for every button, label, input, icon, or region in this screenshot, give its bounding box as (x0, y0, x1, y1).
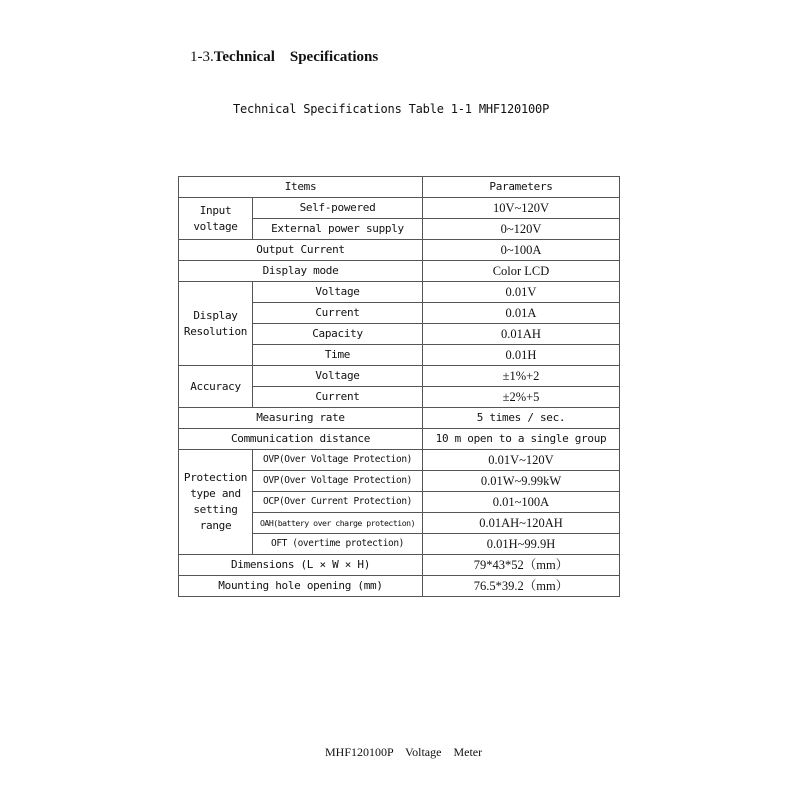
row-value: 79*43*52（mm） (423, 555, 620, 576)
table-row (179, 576, 620, 597)
row-value: 0.01~100A (423, 492, 620, 513)
group-accuracy: Accuracy (179, 366, 253, 408)
row-value: 0~120V (423, 219, 620, 240)
row-value: 0.01H~99.9H (423, 534, 620, 555)
row-value: 0.01V (423, 282, 620, 303)
header-parameters: Parameters (423, 177, 620, 198)
row-value: ±1%+2 (423, 366, 620, 387)
table-row (179, 555, 620, 576)
row-item: External power supply (253, 219, 423, 240)
group-display-resolution: Display Resolution (179, 282, 253, 366)
row-item: Self-powered (253, 198, 423, 219)
row-value: 0.01V~120V (423, 450, 620, 471)
row-value: 10 m open to a single group (423, 429, 620, 450)
row-item: Output Current (179, 240, 423, 261)
table-row (179, 408, 620, 429)
row-item: Current (253, 303, 423, 324)
table-header-row (179, 177, 620, 198)
header-items: Items (179, 177, 423, 198)
table-row (179, 366, 620, 387)
row-value: ±2%+5 (423, 387, 620, 408)
page-footer: MHF120100P Voltage Meter (325, 745, 483, 759)
section-title: Technical Specifications (213, 49, 379, 65)
table-row (179, 450, 620, 471)
group-input-voltage: Input voltage (179, 198, 253, 240)
table-row (179, 198, 620, 219)
table-caption: Technical Specifications Table 1-1 MHF120100P (233, 102, 550, 116)
row-item: Dimensions (L × W × H) (179, 555, 423, 576)
row-value: 5 times / sec. (423, 408, 620, 429)
row-value: 76.5*39.2（mm） (423, 576, 620, 597)
row-value: 10V~120V (423, 198, 620, 219)
row-item: Voltage (253, 282, 423, 303)
row-item: Mounting hole opening (mm) (179, 576, 423, 597)
row-item: Capacity (253, 324, 423, 345)
row-item: OAH(battery over charge protection) (253, 513, 423, 534)
table-row (179, 282, 620, 303)
row-value: 0.01AH (423, 324, 620, 345)
row-value: Color LCD (423, 261, 620, 282)
row-item: OCP(Over Current Protection) (253, 492, 423, 513)
group-protection: Protection type and setting range (179, 450, 253, 555)
row-item: Current (253, 387, 423, 408)
row-item: Communication distance (179, 429, 423, 450)
table-row (179, 261, 620, 282)
row-item: OVP(Over Voltage Protection) (253, 471, 423, 492)
table-row (179, 429, 620, 450)
row-value: 0.01W~9.99kW (423, 471, 620, 492)
row-item: Time (253, 345, 423, 366)
row-item: OVP(Over Voltage Protection) (253, 450, 423, 471)
row-item: OFT (overtime protection) (253, 534, 423, 555)
spec-table (178, 176, 620, 597)
row-item: Measuring rate (179, 408, 423, 429)
row-value: 0.01AH~120AH (423, 513, 620, 534)
section-heading (190, 49, 378, 66)
row-value: 0.01A (423, 303, 620, 324)
section-number: 1-3. (190, 49, 214, 65)
table-row (179, 240, 620, 261)
row-value: 0.01H (423, 345, 620, 366)
row-item: Display mode (179, 261, 423, 282)
row-value: 0~100A (423, 240, 620, 261)
row-item: Voltage (253, 366, 423, 387)
